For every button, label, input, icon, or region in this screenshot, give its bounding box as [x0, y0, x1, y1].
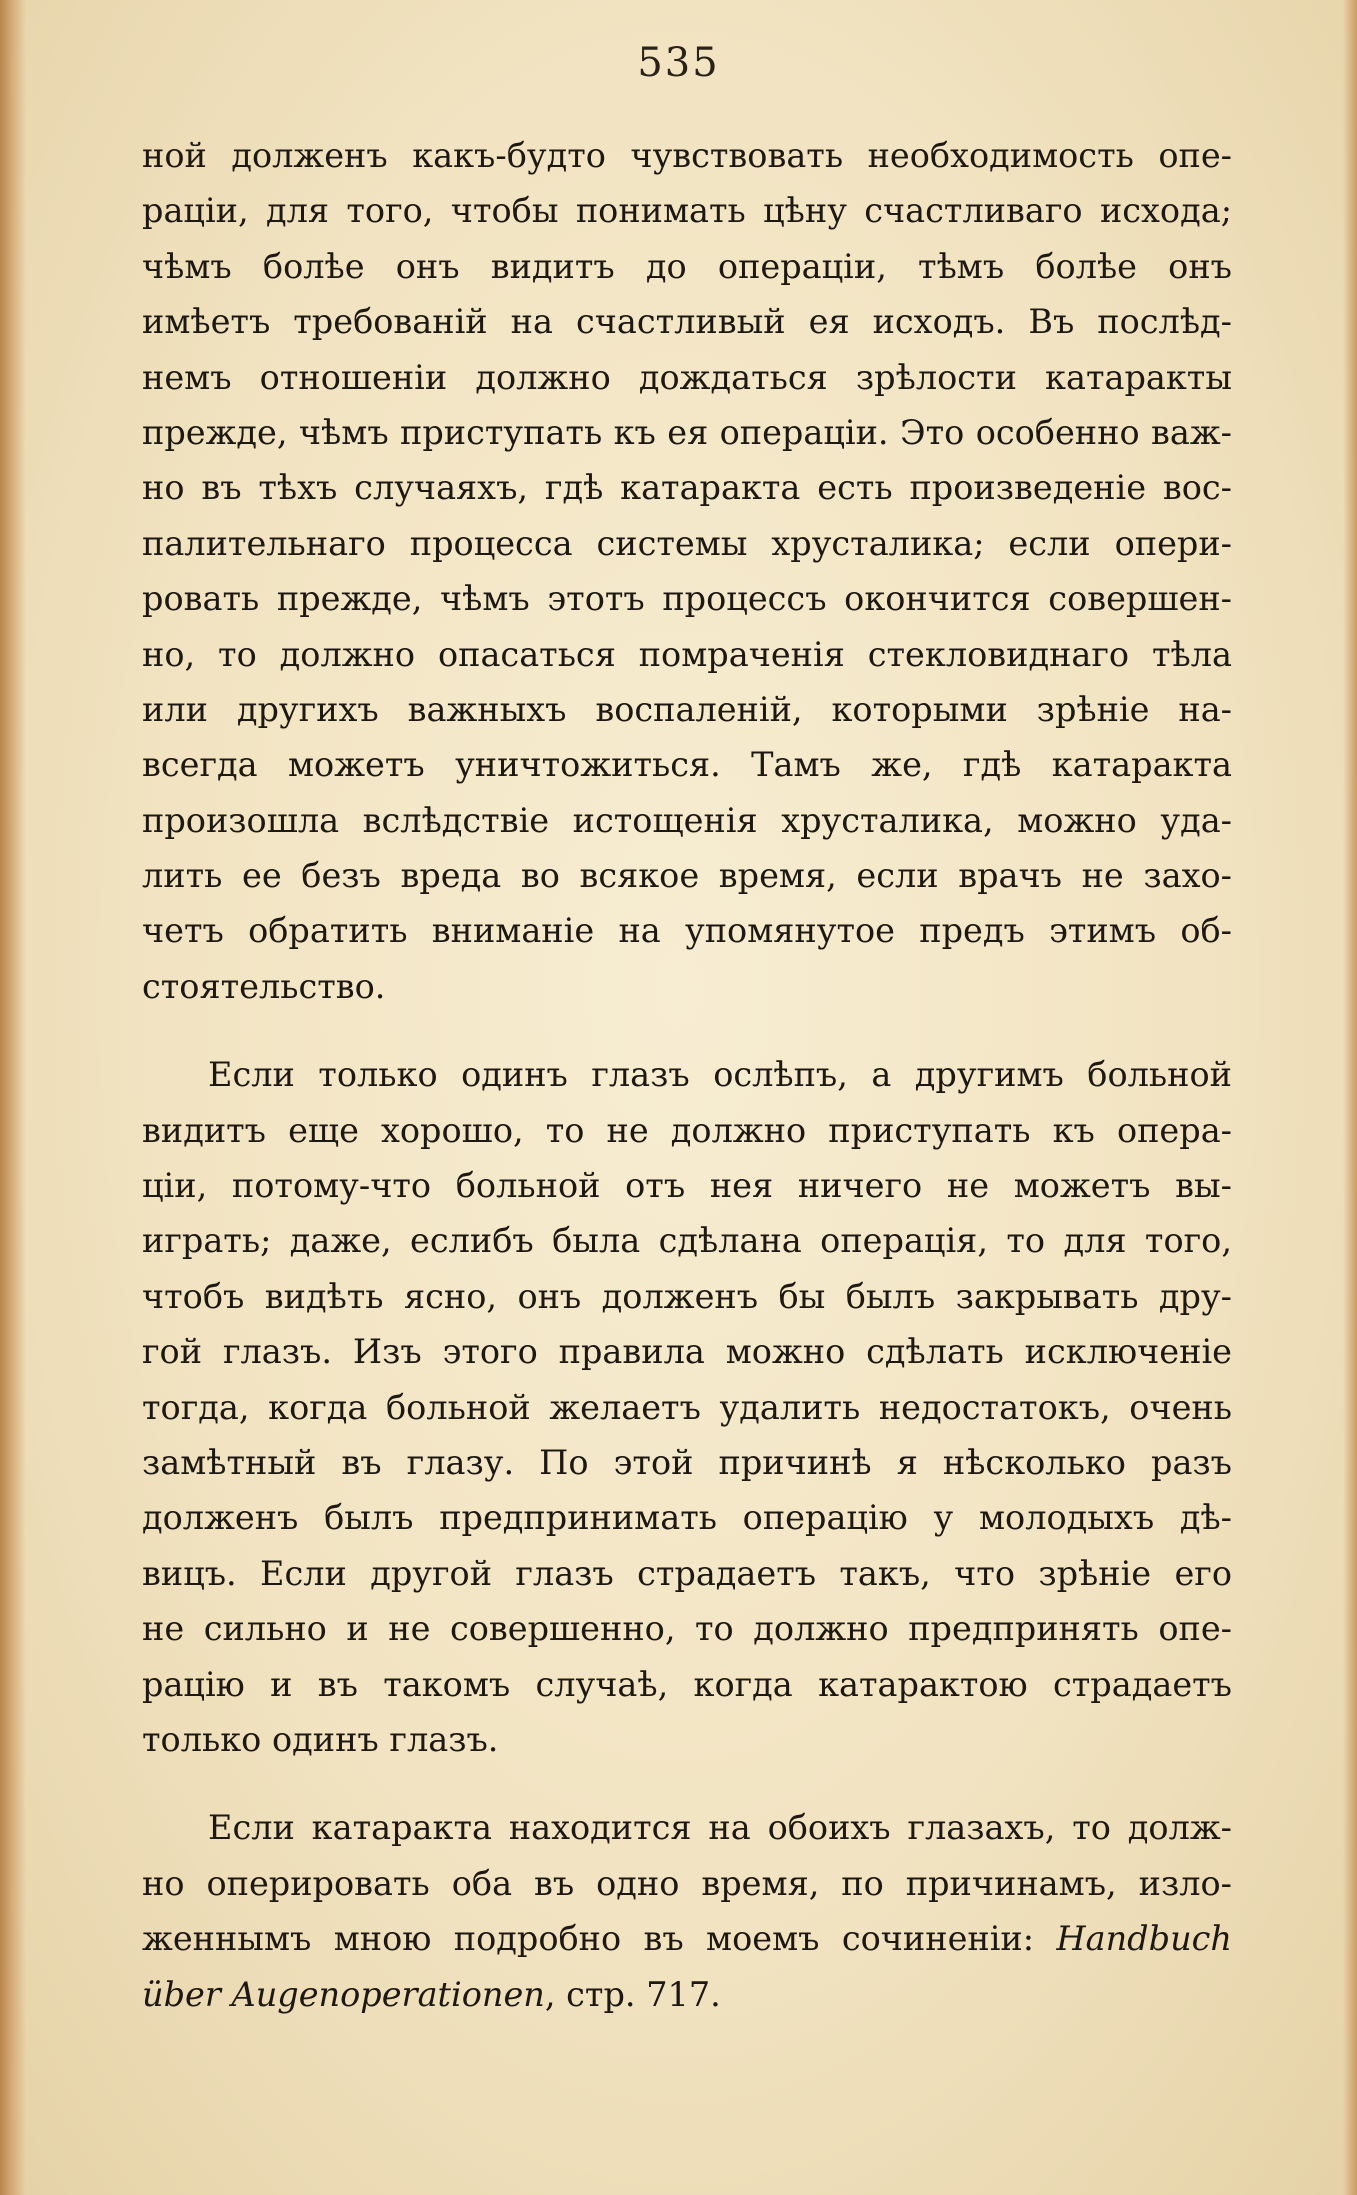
citation-suffix: , стр. 717. — [544, 1974, 721, 2014]
text-line: женнымъ мною подробно въ моемъ сочиненіи: — [142, 1919, 1035, 1959]
text-line: стоятельство. — [142, 966, 386, 1006]
text-line: или другихъ важныхъ воспаленій, которыми зрѣніе на- — [142, 689, 1232, 729]
text-line: раціи, для того, чтобы понимать цѣну счастливаго исхода; — [142, 191, 1232, 231]
text-line: чтобъ видѣть ясно, онъ долженъ бы былъ закрывать дру- — [142, 1276, 1232, 1316]
paragraph-gap — [142, 1767, 1232, 1800]
text-line: но въ тѣхъ случаяхъ, гдѣ катаракта есть произведеніе вос- — [142, 468, 1232, 508]
page-number: 535 — [637, 40, 720, 86]
text-line: не сильно и не совершенно, то должно предпринять опе- — [142, 1609, 1232, 1649]
text-line: рацію и въ такомъ случаѣ, когда катарактою страдаетъ — [142, 1664, 1232, 1704]
text-line: лить ее безъ вреда во всякое время, если врачъ не захо- — [142, 856, 1232, 896]
text-line: чѣмъ болѣе онъ видитъ до операціи, тѣмъ болѣе онъ — [142, 246, 1232, 286]
text-line: вицъ. Если другой глазъ страдаетъ такъ, что зрѣніе его — [142, 1553, 1232, 1593]
paragraph-gap — [142, 1014, 1232, 1047]
text-line: палительнаго процесса системы хрусталика; если опери- — [142, 523, 1232, 563]
text-line: видитъ еще хорошо, то не должно приступать къ опера- — [142, 1110, 1232, 1150]
text-line-with-citation — [142, 1911, 1232, 1966]
paragraph-2 — [142, 1047, 1232, 1767]
text-line: всегда можетъ уничтожиться. Тамъ же, гдѣ катаракта — [142, 745, 1232, 785]
text-line: немъ отношеніи должно дождаться зрѣлости катаракты — [142, 357, 1232, 397]
paragraph-3 — [142, 1800, 1232, 2022]
text-line: долженъ былъ предпринимать операцію у молодыхъ дѣ- — [142, 1498, 1232, 1538]
page-edge-right — [1343, 0, 1357, 2195]
text-line: играть; даже, еслибъ была сдѣлана операція, то для того, — [142, 1221, 1232, 1261]
paragraph-1 — [142, 128, 1232, 1014]
text-line: ровать прежде, чѣмъ этотъ процессъ окончится совершен- — [142, 579, 1232, 619]
text-line: но, то должно опасаться помраченія стекловиднаго тѣла — [142, 634, 1232, 674]
text-line: ціи, потому-что больной отъ нея ничего не можетъ вы- — [142, 1166, 1232, 1206]
text-line: замѣтный въ глазу. По этой причинѣ я нѣсколько разъ — [142, 1442, 1232, 1482]
citation-title-part1: Handbuch — [1056, 1919, 1232, 1959]
text-line: только одинъ глазъ. — [142, 1719, 499, 1759]
text-line: имѣетъ требованій на счастливый ея исходъ. Въ послѣд- — [142, 302, 1232, 342]
text-line: Если только одинъ глазъ ослѣпъ, а другимъ больной — [208, 1055, 1232, 1095]
text-line: Если катаракта находится на обоихъ глазахъ, то долж- — [208, 1808, 1232, 1848]
text-line: гой глазъ. Изъ этого правила можно сдѣлать исключеніе — [142, 1332, 1232, 1372]
text-line: ной долженъ какъ-будто чувствовать необходимость опе- — [142, 136, 1232, 175]
text-line: четъ обратить вниманіе на упомянутое предъ этимъ об- — [142, 911, 1232, 951]
text-line: но оперировать оба въ одно время, по причинамъ, изло- — [142, 1863, 1232, 1903]
citation-line — [142, 1967, 1232, 2022]
text-line: произошла вслѣдствіе истощенія хрусталика, можно уда- — [142, 800, 1232, 840]
text-line: прежде, чѣмъ приступать къ ея операціи. Это особенно важ- — [142, 412, 1232, 452]
body-text — [142, 128, 1232, 2022]
citation-title-part2: über Augenoperationen — [142, 1974, 545, 2014]
page-edge-left — [0, 0, 26, 2195]
text-line: тогда, когда больной желаетъ удалить недостатокъ, очень — [142, 1387, 1232, 1427]
